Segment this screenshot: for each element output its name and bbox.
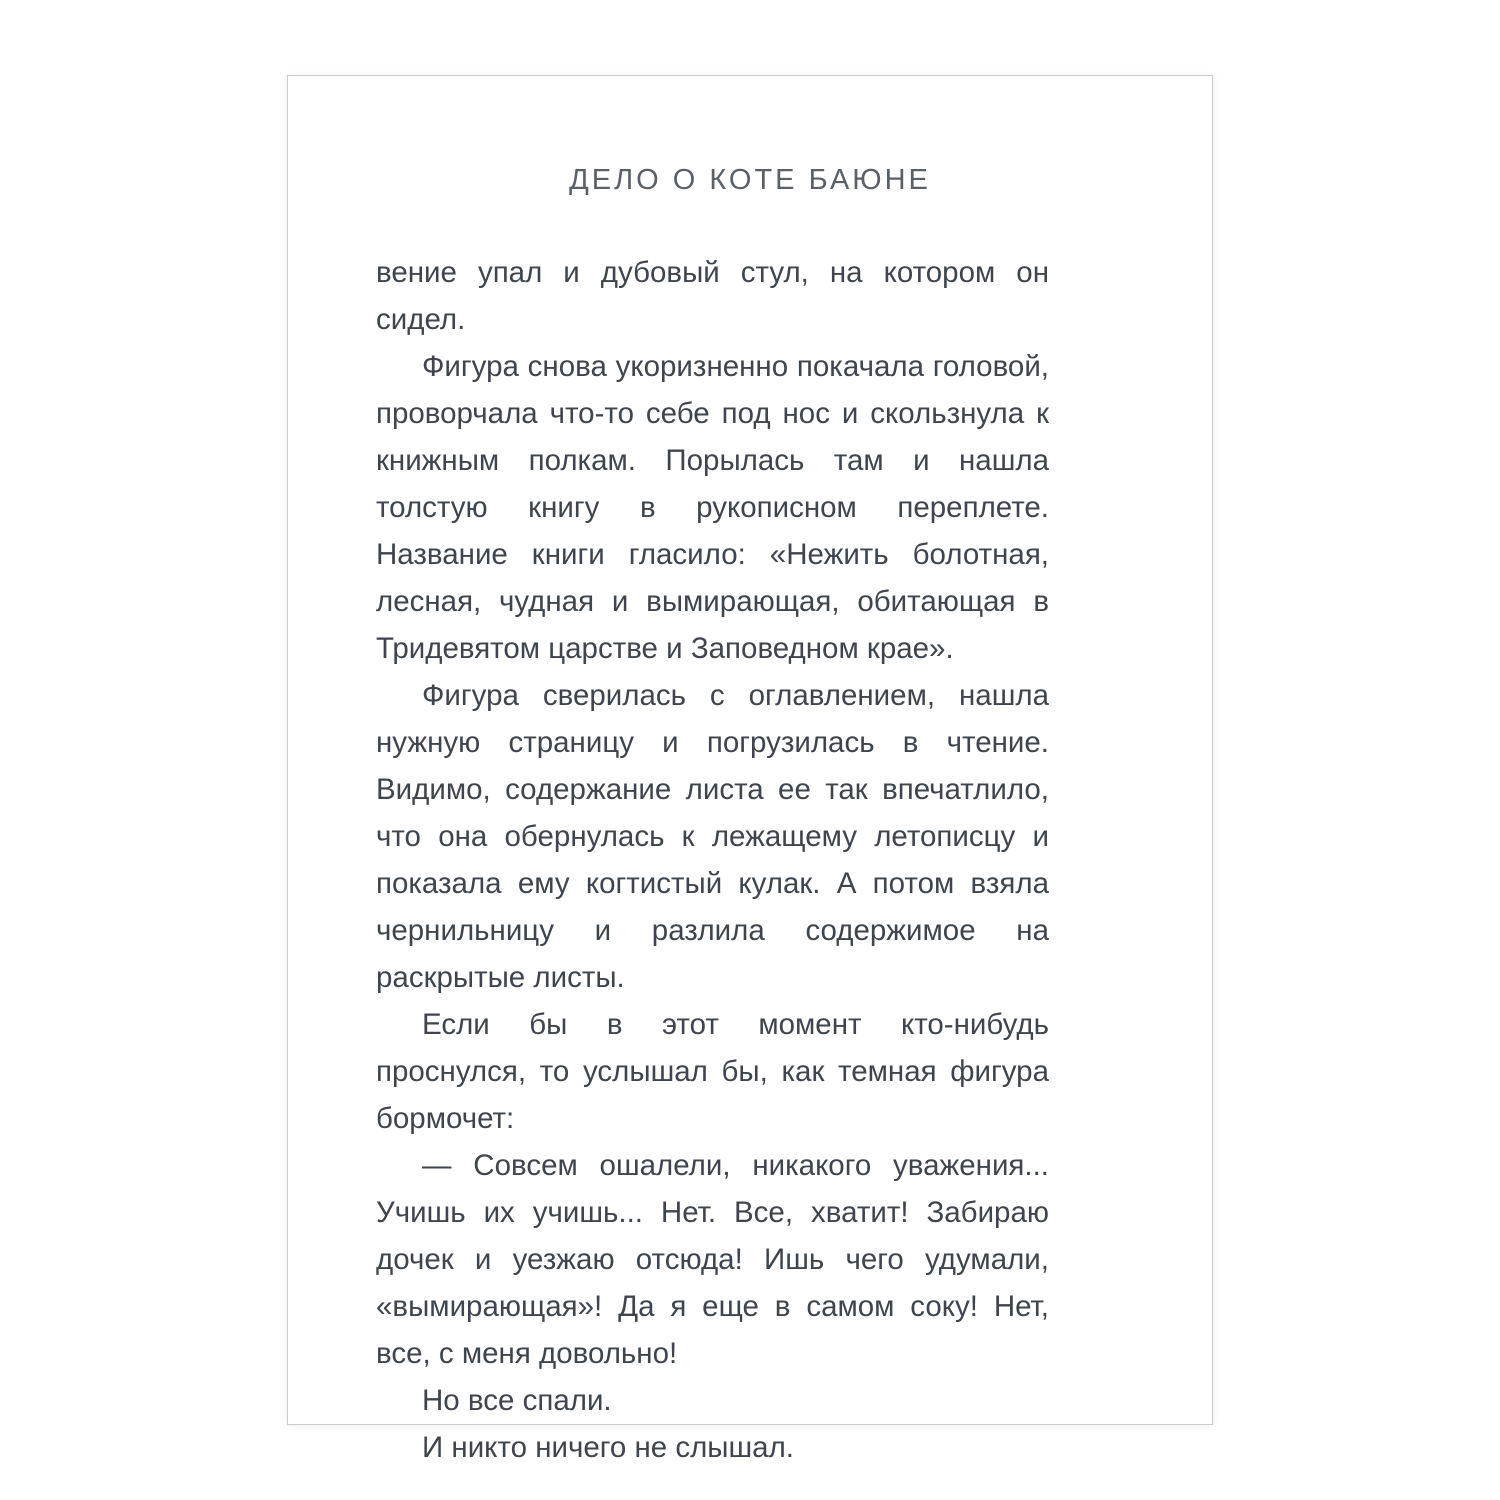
paragraph-dialogue: — Совсем ошалели, никакого уважения... Учишь их учишь... Нет. Все, хватит! Забираю дочек и уезжаю отсюда! Ишь чего удумали, «вымирающая»! Да я еще в самом соку! Нет, все, с меня довольно! xyxy=(376,1149,1049,1370)
paragraph: Фигура сверилась с оглавлением, нашла нужную страницу и погрузилась в чтение. Видимо, содержание листа ее так впечатлило, что она обернулась к лежащему летописцу и показала ему когтистый кулак. А потом взяла чернильницу и разлила содержимое на раскрытые листы. xyxy=(376,679,1049,994)
paragraph-continuation: вение упал и дубовый стул, на котором он сидел. xyxy=(376,256,1049,336)
paragraph: Но все спали. xyxy=(422,1384,612,1417)
paragraph: Фигура снова укоризненно покачала головой, проворчала что-то себе под нос и скользнула к книжным полкам. Порылась там и нашла толстую книгу в рукописном переплете. Название книги гласило: «Нежить болотная, лесная, чудная и вымирающая, обитающая в Тридевятом царстве и Заповедном крае». xyxy=(376,350,1049,665)
chapter-title: ДЕЛО О КОТЕ БАЮНЕ xyxy=(569,164,931,196)
book-page xyxy=(287,75,1213,1464)
body-text-block xyxy=(376,249,1049,1471)
paragraph: Если бы в этот момент кто-нибудь проснулся, то услышал бы, как темная фигура бормочет: xyxy=(376,1008,1049,1135)
paragraph: И никто ничего не слышал. xyxy=(422,1431,794,1464)
